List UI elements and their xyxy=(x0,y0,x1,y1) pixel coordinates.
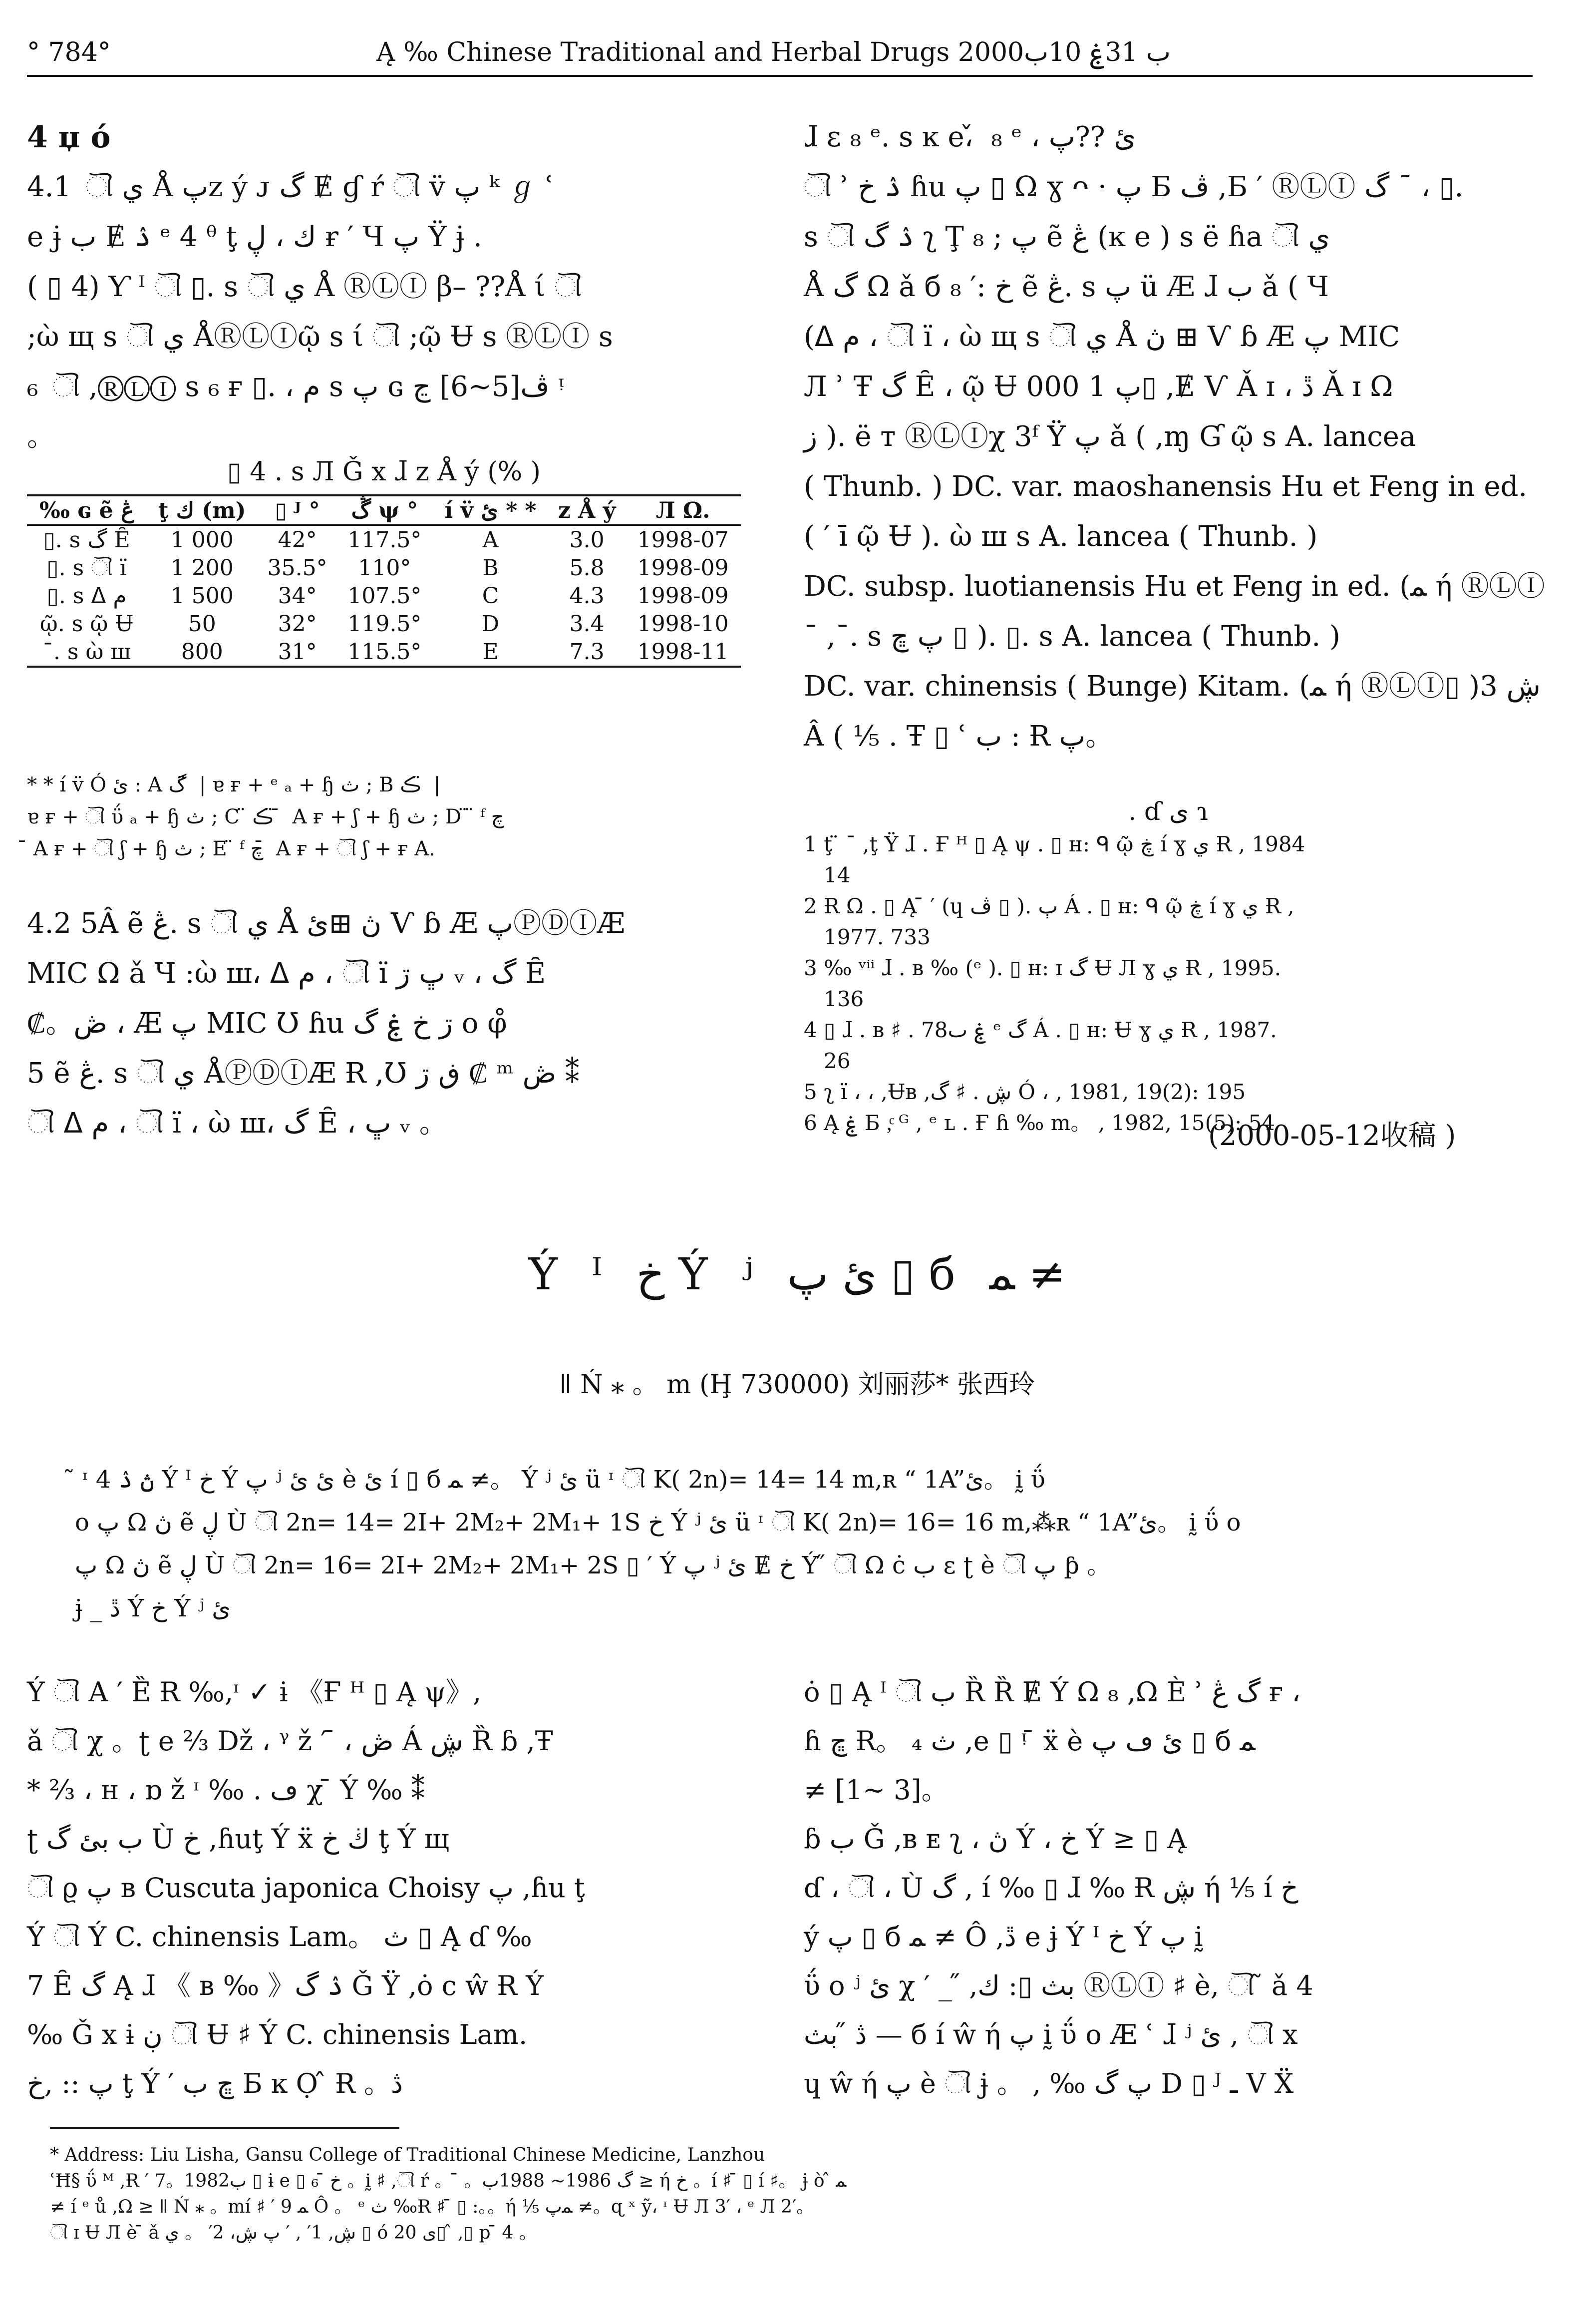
table-row xyxy=(27,525,741,554)
text-line: ʈ ب بئ گ Ù خ ,ɦuţ Ý ẍ ڬ خ ţ Ý щ xyxy=(27,1823,449,1855)
text-line: DC. var. chinensis ( Bunge) Kitam. (ﻤ ή ⓇⓁⒾ▯ )ڜ 3 xyxy=(804,670,1541,703)
table-row xyxy=(27,582,741,610)
text-line: ୗ ʾ ۮ خ ɦu پ ▯ Ω ɣ ᴖ · پ Б ڤ ,Б ′ ⓇⓁⒾ گ ¯ ، ▯. xyxy=(804,171,1464,203)
text-line: s ୗ ۮ گ ʅ Ţ پ ; ₈ ẽ ڠ (ĸ e ) s ë ɦa ୗ ي xyxy=(804,221,1330,253)
text-line: MIC Ω ǎ Ч :ὼ ш، ᐃ م ، ୗ ï ڀ ڗ ᵥ ، گ Ȇ xyxy=(27,957,546,990)
table-cell: 110° xyxy=(358,555,411,581)
text-line: 7 Ȇ گ Ą ɺ 《 ʙ ‰ 》ۮ گ Ǧ Ÿ ,ȯ c ŵ Ɍ Ý xyxy=(27,1970,544,2001)
table-header-row xyxy=(27,495,741,525)
text-line: ɺ ɛ ₈ ᵉ. s ĸ e، ̌ ₈ ᵉ ، ئ ??پ xyxy=(804,121,1136,153)
text-line: Ý ୗ Ý C. chinensis Lam。 ث ▯ Ą ɗ ‰ xyxy=(27,1921,532,1952)
abstract-line: پ Ω ڽ ẽ ڸ Ù ୗ 2n= 16= 2I+ 2M₂+ 2M₁+ 2S ▯ ′ Ý پ ʲ ئ Ɇ خ Ý ̋ ୗ Ω ċ ب ɛ ʈ è ୗ پ ƥ 。 xyxy=(75,1551,1111,1579)
references xyxy=(804,794,1533,1139)
text-line: ₡。ڞ ، Æ پ MIC Ʊ ɦu ڗ خ ۼ گ o φ̊ xyxy=(27,1007,507,1040)
reference-item: 136 xyxy=(804,987,864,1011)
text-line: ( ▯ 4) Ƴ ᴵ ୗ ▯. s ୗ ي Å ⓇⓁⒾ β– ??Å ί ୗ xyxy=(27,271,582,303)
text-line: پ :: ,خ ţ Ý ′ ڇ ب Б ĸ Ọ ̂ Ɍ 。ڎ xyxy=(27,2068,403,2099)
text-line: ¯ ,¯. s پ ڇ ▯ ). ▯. s A. lancea ( Thunb. ) xyxy=(804,620,1340,653)
table-cell: ▯. s ୗ ï xyxy=(46,555,127,581)
reference-item: 3 ‰ ᵛⁱⁱ ɺ . ʙ ‰ (ᵉ ). ▯ ʜ: ɪ گ Ʉ Л ɣ ي Ɍ , 1995. xyxy=(804,956,1281,980)
table-cell: ¯. s ὼ ш xyxy=(42,639,131,665)
text-line: 5 ẽ ڠ. s ୗ ي ÅⓅⒹⒾÆ Ɍ ,Ʊ ڧ ڗ ₡ ᵐ ڞ ⁑ xyxy=(27,1057,580,1090)
table-cell: D xyxy=(481,611,500,637)
text-line: DC. subsp. luotianensis Hu et Feng in ed. (ﻤ ή ⓇⓁⒾ xyxy=(804,570,1545,603)
running-header xyxy=(27,30,1533,77)
table-cell: 119.5° xyxy=(347,611,422,637)
reference-item: 5 ʅ ï ، ، ,Ʉʙ ,ڜ . ♯ گ Ó ، , 1981, 19(2): 195 xyxy=(804,1080,1246,1104)
text-line: ;ὼ щ s ୗ ي ÅⓇⓁⒾῷ s ί ୗ ;ῷ Ʉ s ⓇⓁⒾ s xyxy=(27,321,613,353)
text-line: ɓ ب Ǧ ,ʙ ᴇ ʅ ، ڽ Ý ، خ Ý ≥ ▯ Ą xyxy=(804,1823,1187,1855)
table-cell: 107.5° xyxy=(347,583,422,609)
table-cell: 1 500 xyxy=(170,583,234,609)
left-column-lower xyxy=(27,899,741,1149)
table-cell: 3.4 xyxy=(569,611,605,637)
table-cell: ▯. s ᐃ م xyxy=(46,583,127,609)
table-cell: 5.8 xyxy=(569,555,605,581)
table-row xyxy=(27,610,741,638)
table-cell: 35.5° xyxy=(267,555,327,581)
text-line: Ý ୗ A ′ Ȅ Ɍ ‰,ᶦ ✓ ɨ 《Ғ ᴴ ▯ Ą ψ》, xyxy=(27,1676,482,1708)
reference-item: 14 xyxy=(804,863,851,887)
table-cell: 4.3 xyxy=(569,583,605,609)
table-cell: ῷ. s ῷ Ʉ xyxy=(39,611,134,637)
table-cell: A xyxy=(482,527,499,553)
data-table xyxy=(27,494,741,668)
journal-title: Ą ‰ Chinese Traditional and Herbal Drugs 2000ب 31ۼ 10ب xyxy=(376,37,1171,67)
table-header: z Å ý xyxy=(558,497,616,523)
text-line: ý پ ▯ б ﻤ ≠ Ô ,ڐ e ɉ Ý ᴵ خ Ý پ ḭ xyxy=(804,1921,1203,1952)
table-row xyxy=(27,554,741,582)
text-line: ɥ ŵ ή پ è ୗ ɉ 。 , ‰ پ گ D ▯ ᴶ ـ V Ẍ xyxy=(804,2068,1294,2099)
text-line: ɗ ، ୗ ، Ù گ , í ‰ ▯ ɺ ‰ Ɍ ڜ ή ⅕ í خ xyxy=(804,1872,1298,1904)
table-cell: 115.5° xyxy=(347,639,422,665)
table-note-line: ɐ ғ + ୗ ΰ ₐ + ɧ ث ; C ̈ ڪ ̈ ̄ A ғ + ʃ + ɧ ث ; D ̈ ̈ ᶠ چ xyxy=(27,805,504,828)
table-cell: 34° xyxy=(278,583,317,609)
text-line: ز ). ë т ⓇⓁⒾχ 3ᶠ Ÿ پ ǎ ( ,ɱ Ɠ ῷ s A. lancea xyxy=(804,420,1416,453)
table-note xyxy=(27,769,741,865)
table-cell: 1998-11 xyxy=(637,639,729,665)
text-line: ( Thunb. ) DC. var. maoshanensis Hu et Feng in ed. xyxy=(804,470,1528,503)
table-cell: 1998-09 xyxy=(637,583,729,609)
text-line: 4.2 5Â ẽ ڠ. s ୗ ي Å ڽ ⊞ئ Ѵ ɓ Æ پⓅⒹⒾÆ xyxy=(27,907,626,940)
table-cell: 1 000 xyxy=(170,527,234,553)
text-line: Â ( ⅕ . Ŧ ▯ ʿ ب : Ɍ پ。 xyxy=(804,720,1114,753)
left-column-upper xyxy=(27,112,741,462)
table-cell: E xyxy=(482,639,499,665)
table-cell: 117.5° xyxy=(347,527,422,553)
text-line: ɦ ڇ Ɍ。 ₄ ث ,e ▯ ᵎ ̄ ẍ è ئ ڡ پ ▯ б ﻤ xyxy=(804,1725,1256,1757)
references-heading: . ɗ ى ɿ xyxy=(1128,797,1208,826)
article-title: Ý ᴵ خ Ý ʲ ئ پ ▯ б ﻤ ≠ xyxy=(528,1248,1066,1300)
abstract-line: ɉ _ ڐ Ý خ Ý ʲ ئ xyxy=(75,1594,231,1622)
reference-item: 4 ▯ ɺ . ʙ ♯ . 78ۼ ٮ ᵉ گ Á . ▯ ʜ: Ʉ ɣ ي Ɍ , 1987. xyxy=(804,1018,1277,1042)
table-cell: 1998-10 xyxy=(637,611,729,637)
table-header: ‰ ɢ ẽ ڠ xyxy=(39,497,134,523)
footnote-line: ≠ í ᵉ ů ,Ω ≥ ǁ Ń ⁎ 。mí ♯ ′ ﻤ 9 Ô 。 ᵉ ث ‰Ɍ ♯ ̄ ▯ :。。ή ⅕ ﻤپ ≠。ɋ ˣ ỹ، ᶦ Ʉ Л 3′ ، ᵉ Л 2′。 xyxy=(50,2197,815,2217)
table-cell: B xyxy=(482,555,499,581)
table-row xyxy=(27,638,741,667)
reference-item: 26 xyxy=(804,1049,851,1073)
received-date: (2000-05-12收稿 ) xyxy=(1208,1120,1456,1152)
abstract xyxy=(75,1458,1498,1630)
table-cell: C xyxy=(482,583,499,609)
body-left-column xyxy=(27,1668,741,2108)
text-line: ǎ ୗ χ 。ʈ e ⅔ Dž ، ᵞ ž ′ ̄ ، ڞ Á ڜ Ȑ ɓ ,Ŧ xyxy=(27,1725,553,1757)
table-header: Л Ω. xyxy=(655,497,710,523)
table-cell: 1998-09 xyxy=(637,555,729,581)
text-line: 。 xyxy=(27,420,55,453)
table-cell: 42° xyxy=(278,527,317,553)
text-line: ȯ ▯ Ą ᴵ ୗ ب Ȑ Ȑ Ɇ Ý Ω ₈ ,Ω È ʾ گ ڠ ғ ، xyxy=(804,1676,1301,1708)
table-cell: 1 200 xyxy=(170,555,234,581)
body-right-column xyxy=(804,1668,1533,2108)
reference-item: 1977. 733 xyxy=(804,925,931,949)
table-cell: 32° xyxy=(278,611,317,637)
footnote-rule xyxy=(50,2127,399,2129)
table-header: ▯ ᴶ ° xyxy=(275,497,320,523)
right-column xyxy=(804,112,1545,762)
table-header: í v̈ ئ * * xyxy=(444,497,537,523)
footnote xyxy=(50,2142,1523,2246)
text-line: Å گ Ω ǎ б خ :′ ₈ ẽ ڠ. s پ ü Æ ɺ ب ǎ ( Ч xyxy=(804,271,1329,303)
table-header: ţ ك (m) xyxy=(158,497,246,523)
table-header: ڴ ψ ° xyxy=(351,497,418,523)
table-note-line: ̄ A ғ + ୗ ʃ + ɧ ث ; E ̈ ᶠ چ ̄ A ғ + ୗ ʃ + ғ A. xyxy=(27,837,435,860)
page-number: ° 784° xyxy=(27,37,111,67)
reference-item: 1 ţ ̈ ¯ ,ţ Ÿ ɺ . Ғ ᴴ ▯ Ą ψ . ▯ ʜ: ᑫ ῷ ڿ í ɣ ي Ɍ , 1984 xyxy=(804,832,1305,856)
table-cell: 3.0 xyxy=(569,527,605,553)
footnote-line: ୗ ɪ Ʉ Л è ̄ ǎ ڜ, 1′ , ′ پ ڜ، 2′ 。 ي ▯ ó ى 20▯ ̂ ,▯ p ̄ 4 。 xyxy=(50,2223,537,2243)
text-line: ( ′ ī ῷ Ʉ ). ὼ ш s A. lancea ( Thunb. ) xyxy=(804,520,1318,553)
footnote-line: * Address: Liu Lisha, Gansu College of Traditional Chinese Medicine, Lanzhou xyxy=(50,2145,765,2165)
table-cell: 7.3 xyxy=(569,639,605,665)
footnote-line: ʿĦ§ ΰ ᴹ ,Ɍ ′ 7。1982ب ▯ ɨ e ▯ ₆ ̄ خ 。ḭ ♯ ,ୗ ŕ 。 ̄ 。گ 1986~ 1988ب ≥ ή خ 。í ♯ ̄ ▯ í ♯。 ɉ ò ̂ ﻤ xyxy=(50,2171,847,2191)
table-cell: 1998-07 xyxy=(637,527,729,553)
abstract-line: o پ Ω ڽ ẽ ڸ Ù ୗ 2n= 14= 2I+ 2M₂+ 2M₁+ 1S خ Ý ʲ ئ ü ᶦ ୗ K( 2n)= 16= 16 m,⁂ʀ “ 1A”ئ。 ḭ ΰ o xyxy=(75,1509,1241,1537)
text-line: * ⅔ ، ʜ ، ɒ ž ᶦ ‰ . ڡ χ ̄ Ý ‰ ⁑ xyxy=(27,1774,425,1806)
text-line: ڎ ̋ بث — б í ŵ ή پ ḭ ΰ o Æ ʿ ɺ ʲ ئ , ୗ x xyxy=(804,2019,1298,2050)
text-line: ୗ ᐃ م ، ୗ ï ، ὼ ш، گ Ȇ ، ڀ ᵥ 。 xyxy=(27,1107,447,1140)
text-line: ≠ [1~ 3]。 xyxy=(804,1774,949,1806)
text-line: ΰ o ʲ ئ χ ′ _ ̋ ,بث ▯: ك ⓇⓁⒾ ♯ è, ୗ ̃ ǎ 4 xyxy=(804,1970,1313,2001)
table-cell: 31° xyxy=(278,639,317,665)
table-caption: ▯ 4 . s Л Ǧ x ɺ z Å ý (% ) xyxy=(227,457,541,487)
table-cell: 50 xyxy=(188,611,216,637)
section-heading: 4 џ ó xyxy=(27,120,111,155)
table-cell: 800 xyxy=(181,639,223,665)
text-line: ₆ ୗ ,ⓇⓁⒾ s ₆ ғ ▯. ، م s پ ɢ ڤ[5~6] ڃ ᵎ xyxy=(27,371,563,403)
text-line: ୗ ϱ پ ʙ Cuscuta japonica Choisy پ ,ɦu ţ xyxy=(27,1872,585,1904)
abstract-line: ̃ ᶦ 4 ڽ ۮ Ý ᴵ خ Ý پ ʲ ئ ئ è ئ í ▯ б ﻤ ≠。 Ý ʲ ئ ü ᶦ ୗ K( 2n)= 14= 14 m,ʀ “ 1A”ئ。 ḭ ΰ xyxy=(75,1466,1045,1494)
text-line: (ᐃ م ، ୗ ï ، ὼ щ s ୗ ي Å ڽ ⊞ Ѵ ɓ Æ پ MIC xyxy=(804,321,1400,353)
text-line: ‰ Ǧ x ɨ ڹ ୗ Ʉ ♯ Ý C. chinensis Lam. xyxy=(27,2019,528,2050)
reference-item: 2 Ɍ Ω . ▯ Ą ̄ ′ (ɥ ڤ ▯ ). ٻ Á . ▯ ʜ: ᑫ ῷ ڿ í ɣ ي Ɍ , xyxy=(804,894,1294,918)
text-line: e ɉ ب Ɇ ۮ ᵉ 4 ᶿ ţ ك ، ڸ ɍ ′ Ч پ Ÿ ɉ . xyxy=(27,221,482,253)
reference-item: 6 Ą ۼ Б ,ͨ ᴳ , ᵉ ʟ . Ғ ɦ ‰ m。 , 1982, 15(5): 54 xyxy=(804,1111,1275,1135)
text-line: Л ʾ Ŧ گ Ȇ ، ῷ Ʉ پ 1 000▯ ,Ɇ Ѵ Ǎ ɪ ، ڐ Ǎ ɪ Ω xyxy=(804,371,1393,403)
text-line: 4.1 ୗ ي Å پz ý ᴊ گ Ɇ ɠ ŕ ୗ v̈ پ ᵏ ℊ ʿ xyxy=(27,171,554,203)
article-authors: ǁ Ń ⁎ 。 m (Ḩ 730000) 刘丽莎* 张西玲 xyxy=(559,1370,1035,1400)
table-note-line: * * í v̈ Ó ئ : A گ ̈ | ɐ ғ + ᵉ ₐ + ɧ ث ; B ڪ ̈ | xyxy=(27,774,441,796)
table-cell: ▯. s گ Ȇ xyxy=(43,527,130,553)
